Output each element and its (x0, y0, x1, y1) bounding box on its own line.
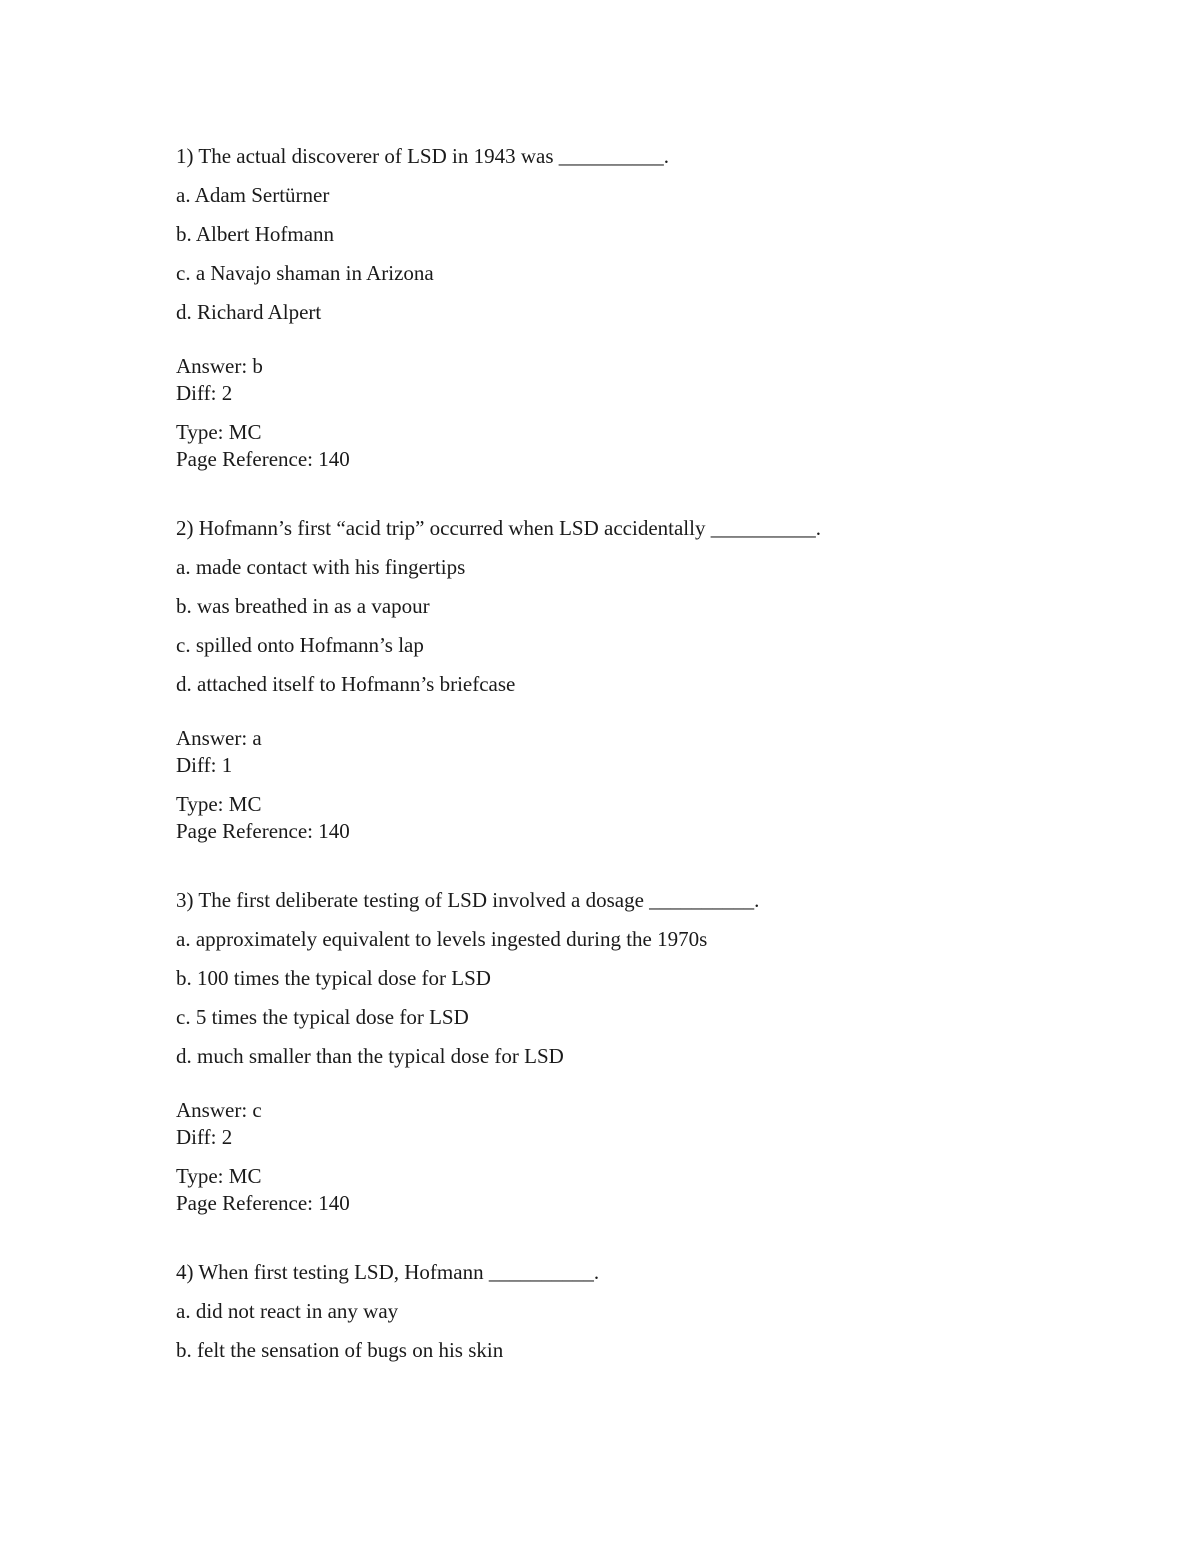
document-page (176, 141, 1076, 1374)
difficulty-line: Diff: 1 (176, 753, 233, 777)
question-stem: 2) Hofmann’s first “acid trip” occurred when LSD accidentally __________. (176, 516, 821, 540)
option-c: c. 5 times the typical dose for LSD (176, 1005, 469, 1029)
option-c: c. spilled onto Hofmann’s lap (176, 633, 424, 657)
option-b: b. was breathed in as a vapour (176, 594, 430, 618)
question-stem: 3) The first deliberate testing of LSD involved a dosage __________. (176, 888, 760, 912)
option-d: d. Richard Alpert (176, 300, 322, 324)
option-b: b. Albert Hofmann (176, 222, 335, 246)
answer-meta (176, 353, 1076, 473)
option-a: a. approximately equivalent to levels ingested during the 1970s (176, 927, 708, 951)
difficulty-line: Diff: 2 (176, 1125, 233, 1149)
answer-line: Answer: b (176, 354, 263, 378)
option-a: a. Adam Sertürner (176, 183, 330, 207)
answer-line: Answer: a (176, 726, 262, 750)
option-a: a. did not react in any way (176, 1299, 399, 1323)
question-1 (176, 141, 1076, 473)
question-2 (176, 513, 1076, 845)
option-d: d. much smaller than the typical dose for LSD (176, 1044, 564, 1068)
option-c: c. a Navajo shaman in Arizona (176, 261, 434, 285)
option-b: b. felt the sensation of bugs on his skin (176, 1338, 504, 1362)
type-line: Type: MC (176, 1164, 262, 1188)
question-3 (176, 885, 1076, 1217)
option-b: b. 100 times the typical dose for LSD (176, 966, 491, 990)
page-reference-line: Page Reference: 140 (176, 447, 350, 471)
page-reference-line: Page Reference: 140 (176, 819, 350, 843)
page-reference-line: Page Reference: 140 (176, 1191, 350, 1215)
type-line: Type: MC (176, 420, 262, 444)
question-stem: 1) The actual discoverer of LSD in 1943 was __________. (176, 144, 670, 168)
option-d: d. attached itself to Hofmann’s briefcase (176, 672, 516, 696)
answer-meta (176, 1097, 1076, 1217)
option-a: a. made contact with his fingertips (176, 555, 466, 579)
question-stem: 4) When first testing LSD, Hofmann __________. (176, 1260, 600, 1284)
type-line: Type: MC (176, 792, 262, 816)
difficulty-line: Diff: 2 (176, 381, 233, 405)
answer-meta (176, 725, 1076, 845)
question-4 (176, 1257, 1076, 1365)
answer-line: Answer: c (176, 1098, 262, 1122)
